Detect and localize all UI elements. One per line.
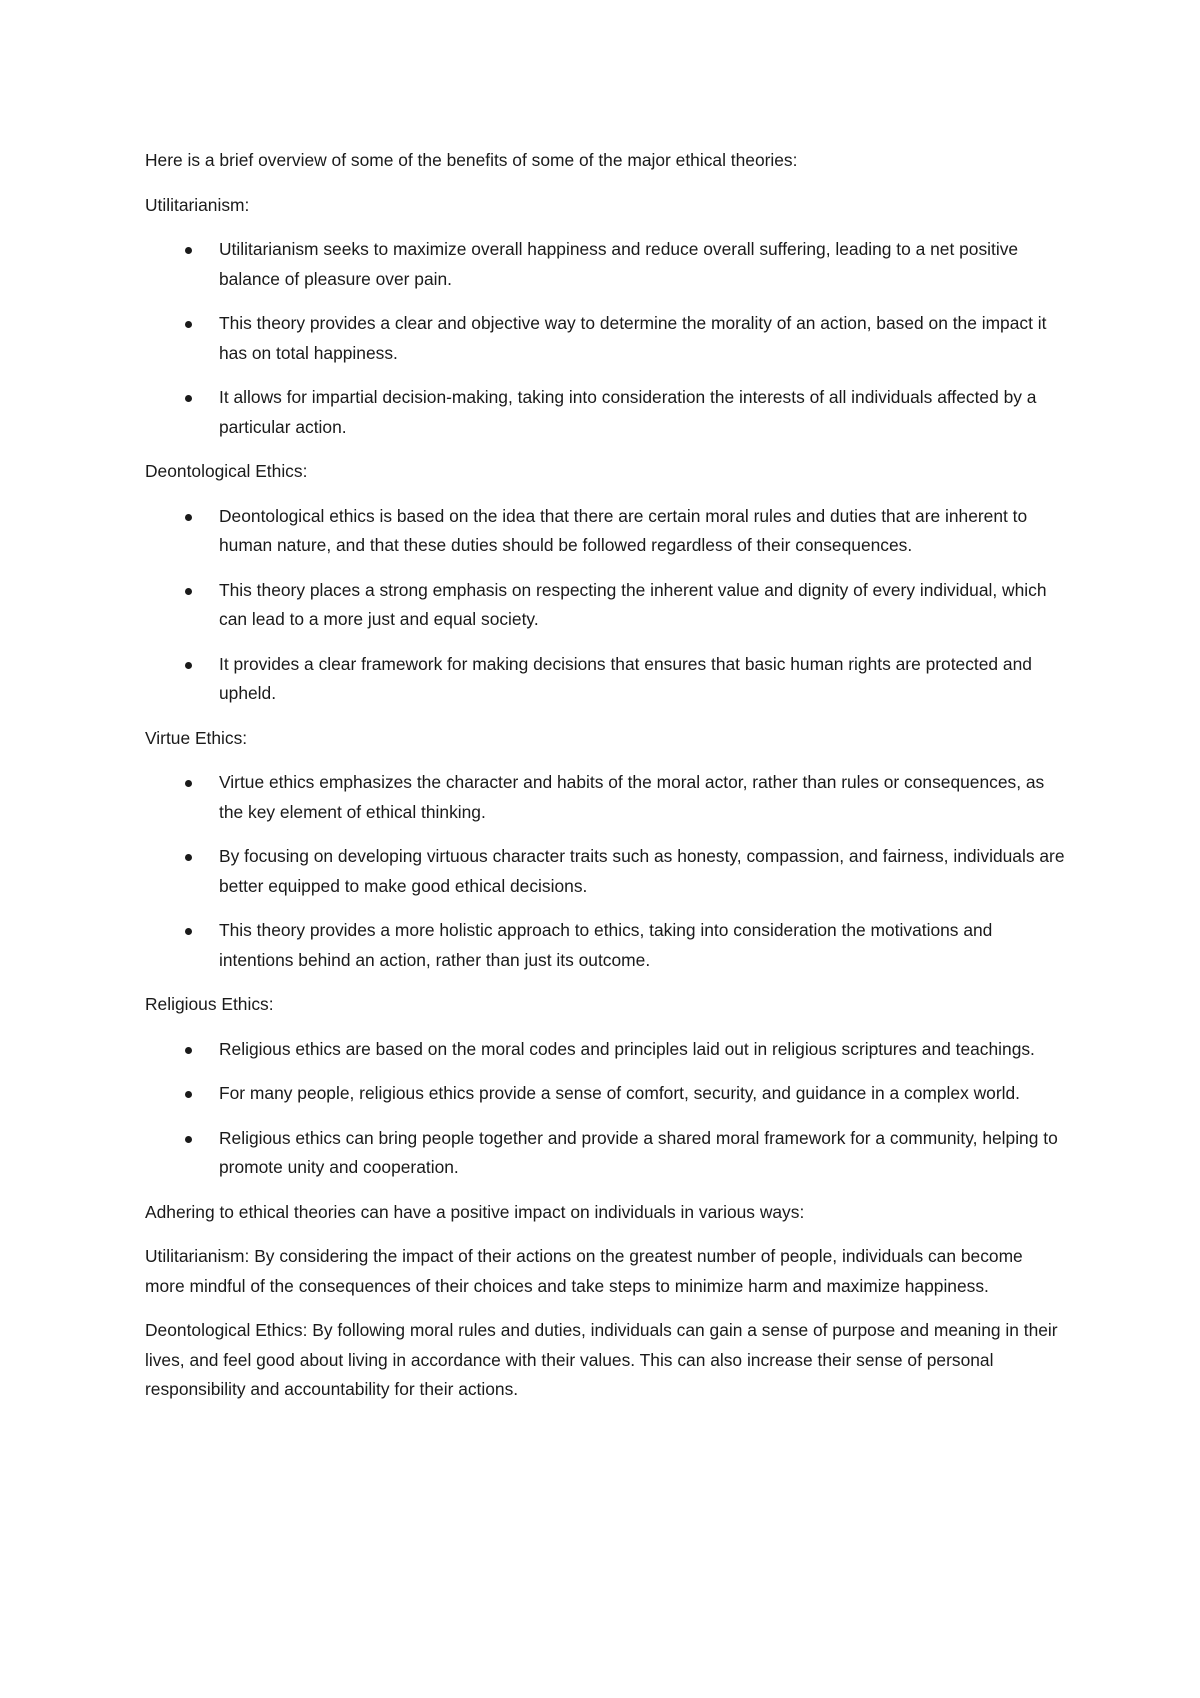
list-item-text: Deontological ethics is based on the idea that there are certain moral rules and duties that are inherent to human nature, and that these duties should be followed regardless of their consequences. [219,505,1028,555]
bullet-icon [185,321,192,328]
bullet-icon [185,1136,192,1143]
list-item-text: Religious ethics are based on the moral codes and principles laid out in religious scriptures and teachings. [219,1038,1035,1059]
bullet-icon [185,588,192,595]
list-item [145,235,1065,294]
list-item [145,916,1065,975]
list-item [145,768,1065,827]
bullet-icon [185,514,192,521]
bullet-icon [185,928,192,935]
intro-paragraph: Here is a brief overview of some of the benefits of some of the major ethical theories: [145,150,798,170]
list-item-text: This theory places a strong emphasis on respecting the inherent value and dignity of every individual, which can lead to a more just and equal society. [219,579,1047,629]
bullet-icon [185,395,192,402]
list-item [145,842,1065,901]
list-item [145,1079,1065,1109]
bullet-list-deontological-ethics [145,502,1065,709]
list-item-text: It allows for impartial decision-making, taking into consideration the interests of all individuals affected by a particular action. [219,387,1037,437]
bullet-icon [185,1047,192,1054]
list-item [145,576,1065,635]
list-item-text: Religious ethics can bring people together and provide a shared moral framework for a community, helping to promote unity and cooperation. [219,1127,1058,1177]
list-item [145,309,1065,368]
document-body [145,146,1065,1420]
list-item-text: This theory provides a clear and objective way to determine the morality of an action, based on the impact it has on total happiness. [219,313,1047,363]
list-item-text: It provides a clear framework for making decisions that ensures that basic human rights are protected and upheld. [219,653,1032,703]
impact-intro-paragraph: Adhering to ethical theories can have a positive impact on individuals in various ways: [145,1201,805,1222]
bullet-icon [185,780,192,787]
impact-paragraph-deontological-ethics: Deontological Ethics: By following moral rules and duties, individuals can gain a sense of purpose and meaning in their lives, and feel good about living in accordance with their values. This can also increase their sense of personal responsibility and accountability for their actions. [145,1320,1058,1399]
bullet-icon [185,1091,192,1098]
section-heading-utilitarianism: Utilitarianism: [145,194,250,215]
section-heading-deontological-ethics: Deontological Ethics: [145,461,308,481]
list-item [145,383,1065,442]
list-item [145,502,1065,561]
list-item [145,1124,1065,1183]
list-item-text: Utilitarianism seeks to maximize overall happiness and reduce overall suffering, leading to a net positive balance of pleasure over pain. [219,239,1019,289]
list-item-text: Virtue ethics emphasizes the character and habits of the moral actor, rather than rules or consequences, as the key element of ethical thinking. [219,772,1045,822]
bullet-list-virtue-ethics [145,768,1065,975]
list-item-text: This theory provides a more holistic approach to ethics, taking into consideration the motivations and intentions behind an action, rather than just its outcome. [219,920,993,970]
bullet-icon [185,662,192,669]
list-item-text: By focusing on developing virtuous character traits such as honesty, compassion, and fairness, individuals are better equipped to make good ethical decisions. [219,846,1065,896]
list-item [145,1035,1065,1065]
section-heading-virtue-ethics: Virtue Ethics: [145,727,248,748]
impact-paragraph-utilitarianism: Utilitarianism: By considering the impact of their actions on the greatest number of people, individuals can become more mindful of the consequences of their choices and take steps to minimize harm and maximize happiness. [145,1246,1023,1296]
section-heading-religious-ethics: Religious Ethics: [145,994,274,1014]
bullet-icon [185,247,192,254]
list-item [145,650,1065,709]
bullet-icon [185,854,192,861]
bullet-list-utilitarianism [145,235,1065,442]
bullet-list-religious-ethics [145,1035,1065,1183]
list-item-text: For many people, religious ethics provide a sense of comfort, security, and guidance in a complex world. [219,1083,1021,1103]
